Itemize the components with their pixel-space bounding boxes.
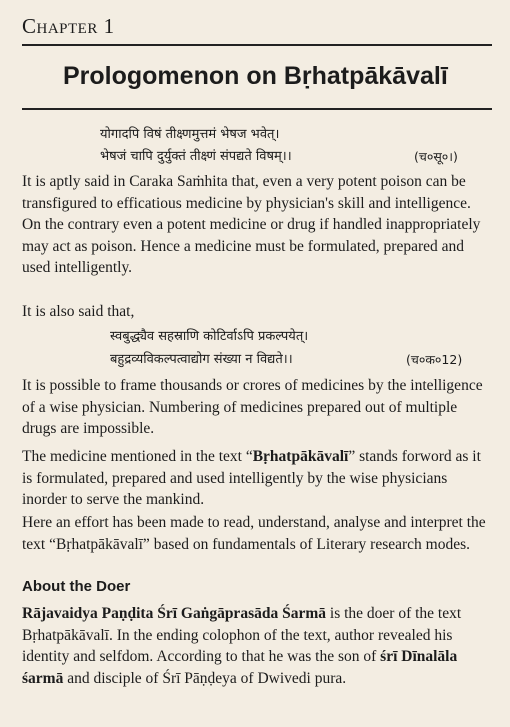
header-rule-top	[22, 44, 492, 46]
chapter-label: Chapter 1	[22, 14, 115, 38]
chapter-title: Prologomenon on Bṛhatpākāvalī	[63, 62, 448, 90]
paragraph-4	[22, 446, 490, 511]
verse1-reference: (च०सू०।)	[414, 149, 458, 164]
verse2-reference: (च०क०12)	[406, 352, 463, 367]
paragraph-4-text-a: The medicine mentioned in the text “	[22, 448, 253, 465]
section-heading: About the Doer	[22, 578, 131, 595]
verse1-line2: भेषजं चापि दुर्युक्तं तीक्ष्णं संपद्यते विषम्।।	[100, 149, 292, 164]
verse2-line1: स्वबुद्ध्यैव सहस्राणि कोटिर्वाऽपि प्रकल्पयेत्।	[110, 329, 309, 344]
paragraph-5: Here an effort has been made to read, understand, analyse and interpret the text “Bṛhatpākāvalī” based on fundamentals of Literary research modes.	[22, 514, 486, 553]
paragraph-2: It is also said that,	[22, 303, 135, 320]
paragraph-6-text-a: is the doer of the text Bṛhatpākāvalī. In the ending colophon of the text, author revealed his identity and selfdom. According to that he was the son of	[22, 605, 462, 666]
paragraph-4-bold-title: Bṛhatpākāvalī	[252, 448, 349, 465]
header-rule-bottom	[22, 108, 492, 110]
verse1-line1: योगादपि विषं तीक्ष्णमुत्तमं भेषज भवेत्।	[100, 127, 280, 142]
paragraph-6-bold-father: śrī Dīnalāla śarmā	[22, 648, 458, 687]
paragraph-6-text-b: and disciple of Śrī Pāṇḍeya of Dwivedi pura.	[63, 669, 347, 687]
paragraph-6-bold-author: Rājavaidya Paṇḍita Śrī Gaṅgāprasāda Śarmā	[22, 605, 327, 622]
paragraph-6	[22, 603, 490, 689]
paragraph-4-text-b: ” stands forword as it is formulated, prepared and used intelligently by the wise physicians inorder to serve the mankind.	[22, 448, 481, 509]
paragraph-3: It is possible to frame thousands or crores of medicines by the intelligence of a wise physician. Numbering of medicines prepared out of multiple drugs are impossible.	[22, 377, 483, 438]
verse2-line2: बहुद्रव्यविकल्पत्वाद्योग संख्या न विद्यते।।	[110, 352, 293, 367]
paragraph-1: It is aptly said in Caraka Saṁhita that, even a very potent poison can be transfigured to efficatious medicine by physician's skill and intelligence. On the contrary even a potent medicine or drug if handled inappropriately may act as poison. Hence a medicine must be formulated, prepared and used intelligently.	[22, 173, 481, 277]
